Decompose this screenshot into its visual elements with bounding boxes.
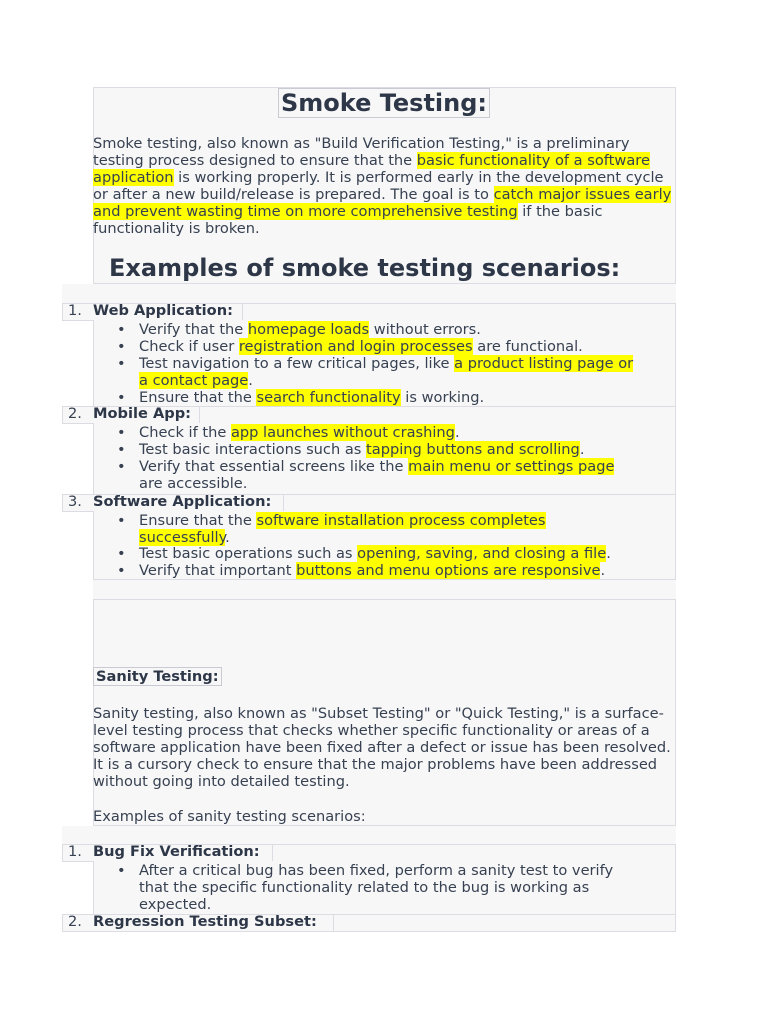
bullet-item [139,458,614,492]
bullet-item [139,355,633,389]
bullet-item [139,389,484,406]
mobile-app-label: Mobile App: [93,405,192,422]
bullet-icon: • [117,424,126,441]
highlighted-text: app launches without crashing [230,424,455,441]
text-run: . [225,529,230,546]
text-run: Test navigation to a few critical pages, like [139,355,455,372]
text-run: if the basic functionality is broken. [93,203,603,237]
web-app-label: Web Application: [93,302,233,319]
highlighted-text: catch major issues early and prevent wasting time on more comprehensive testing [93,186,672,220]
text-run: are functional. [472,338,583,355]
smoke-intro-paragraph [93,135,673,237]
bullet-item [139,862,613,913]
text-run: Check if user [139,338,239,355]
highlighted-text: successfully [139,529,226,546]
bullet-icon: • [117,562,126,579]
bullet-icon: • [117,458,126,475]
text-run: expected. [139,896,212,913]
text-run: After a critical bug has been fixed, perform a sanity test to verify [139,862,614,879]
text-run: are accessible. [139,475,248,492]
bullet-item [139,338,583,355]
sanity-title: Sanity Testing: [93,667,222,686]
text-run: Test basic operations such as [139,545,358,562]
smoke-examples-heading: Examples of smoke testing scenarios: [109,254,621,282]
text-run: Ensure that the [139,512,257,529]
section-number: 1. [68,843,82,860]
highlighted-text: buttons and menu options are responsive [296,562,601,579]
bullet-item [139,441,584,458]
bullet-icon: • [117,441,126,458]
bullet-item [139,321,481,338]
text-run: is working. [400,389,485,406]
highlighted-text: a contact page [139,372,249,389]
highlighted-text: basic functionality of a software application [93,152,650,186]
text-run: . [454,424,460,441]
highlighted-text: opening, saving, and closing a file [357,545,607,562]
text-run: . [606,545,611,562]
text-run: . [600,562,606,579]
bullet-icon: • [117,338,126,355]
regression-label: Regression Testing Subset: [93,913,317,930]
text-run: is working properly. It is performed early in the development cycle or after a new build/release is prepared. The goal is to [93,169,664,203]
highlighted-text: main menu or settings page [408,458,615,475]
bullet-icon: • [117,389,126,406]
text-run: without errors. [369,321,481,338]
highlighted-text: homepage loads [247,321,370,338]
text-run: Ensure that the [139,389,257,406]
section-number: 2. [68,913,82,930]
text-run: Smoke testing, also known as "Build Verification Testing," is a preliminary testing process designed to ensure that the [93,135,630,169]
smoke-list-strip [62,284,676,304]
sanity-intro-paragraph: Sanity testing, also known as "Subset Testing" or "Quick Testing," is a surface-level testing process that checks whether specific functionality or areas of a software application have been fixed after a defect or issue has been resolved. It is a cursory check to ensure that the major problems have been addressed without going into detailed testing. [93,705,671,790]
bullet-icon: • [117,355,126,372]
bullet-icon: • [117,512,126,529]
bullet-item [139,562,605,579]
text-run: Verify that important [139,562,297,579]
bullet-item [139,424,460,441]
bug-fix-label: Bug Fix Verification: [93,843,260,860]
smoke-title: Smoke Testing: [278,88,490,118]
bullet-icon: • [117,321,126,338]
section-number: 3. [68,493,82,510]
text-run: Check if the [139,424,231,441]
highlighted-text: search functionality [256,389,401,406]
text-run: Verify that essential screens like the [139,458,409,475]
text-run: that the specific functionality related to the bug is working as [139,879,590,896]
text-run: . [248,372,253,389]
sanity-top-strip [93,580,676,600]
section-number: 2. [68,405,82,422]
sanity-title-wrap [93,668,222,685]
sanity-examples-heading: Examples of sanity testing scenarios: [93,808,366,825]
section-number: 1. [68,302,82,319]
highlighted-text: a product listing page or [454,355,634,372]
text-run: Test basic interactions such as [139,441,367,458]
software-app-label: Software Application: [93,493,272,510]
highlighted-text: tapping buttons and scrolling [366,441,580,458]
highlighted-text: software installation process completes [256,512,546,529]
text-run: . [579,441,585,458]
text-run: Verify that the [139,321,248,338]
bullet-item [139,545,611,562]
bullet-icon: • [117,545,126,562]
bullet-icon: • [117,862,126,879]
bullet-item [139,512,546,546]
highlighted-text: registration and login processes [238,338,473,355]
smoke-title-wrap [0,88,768,118]
